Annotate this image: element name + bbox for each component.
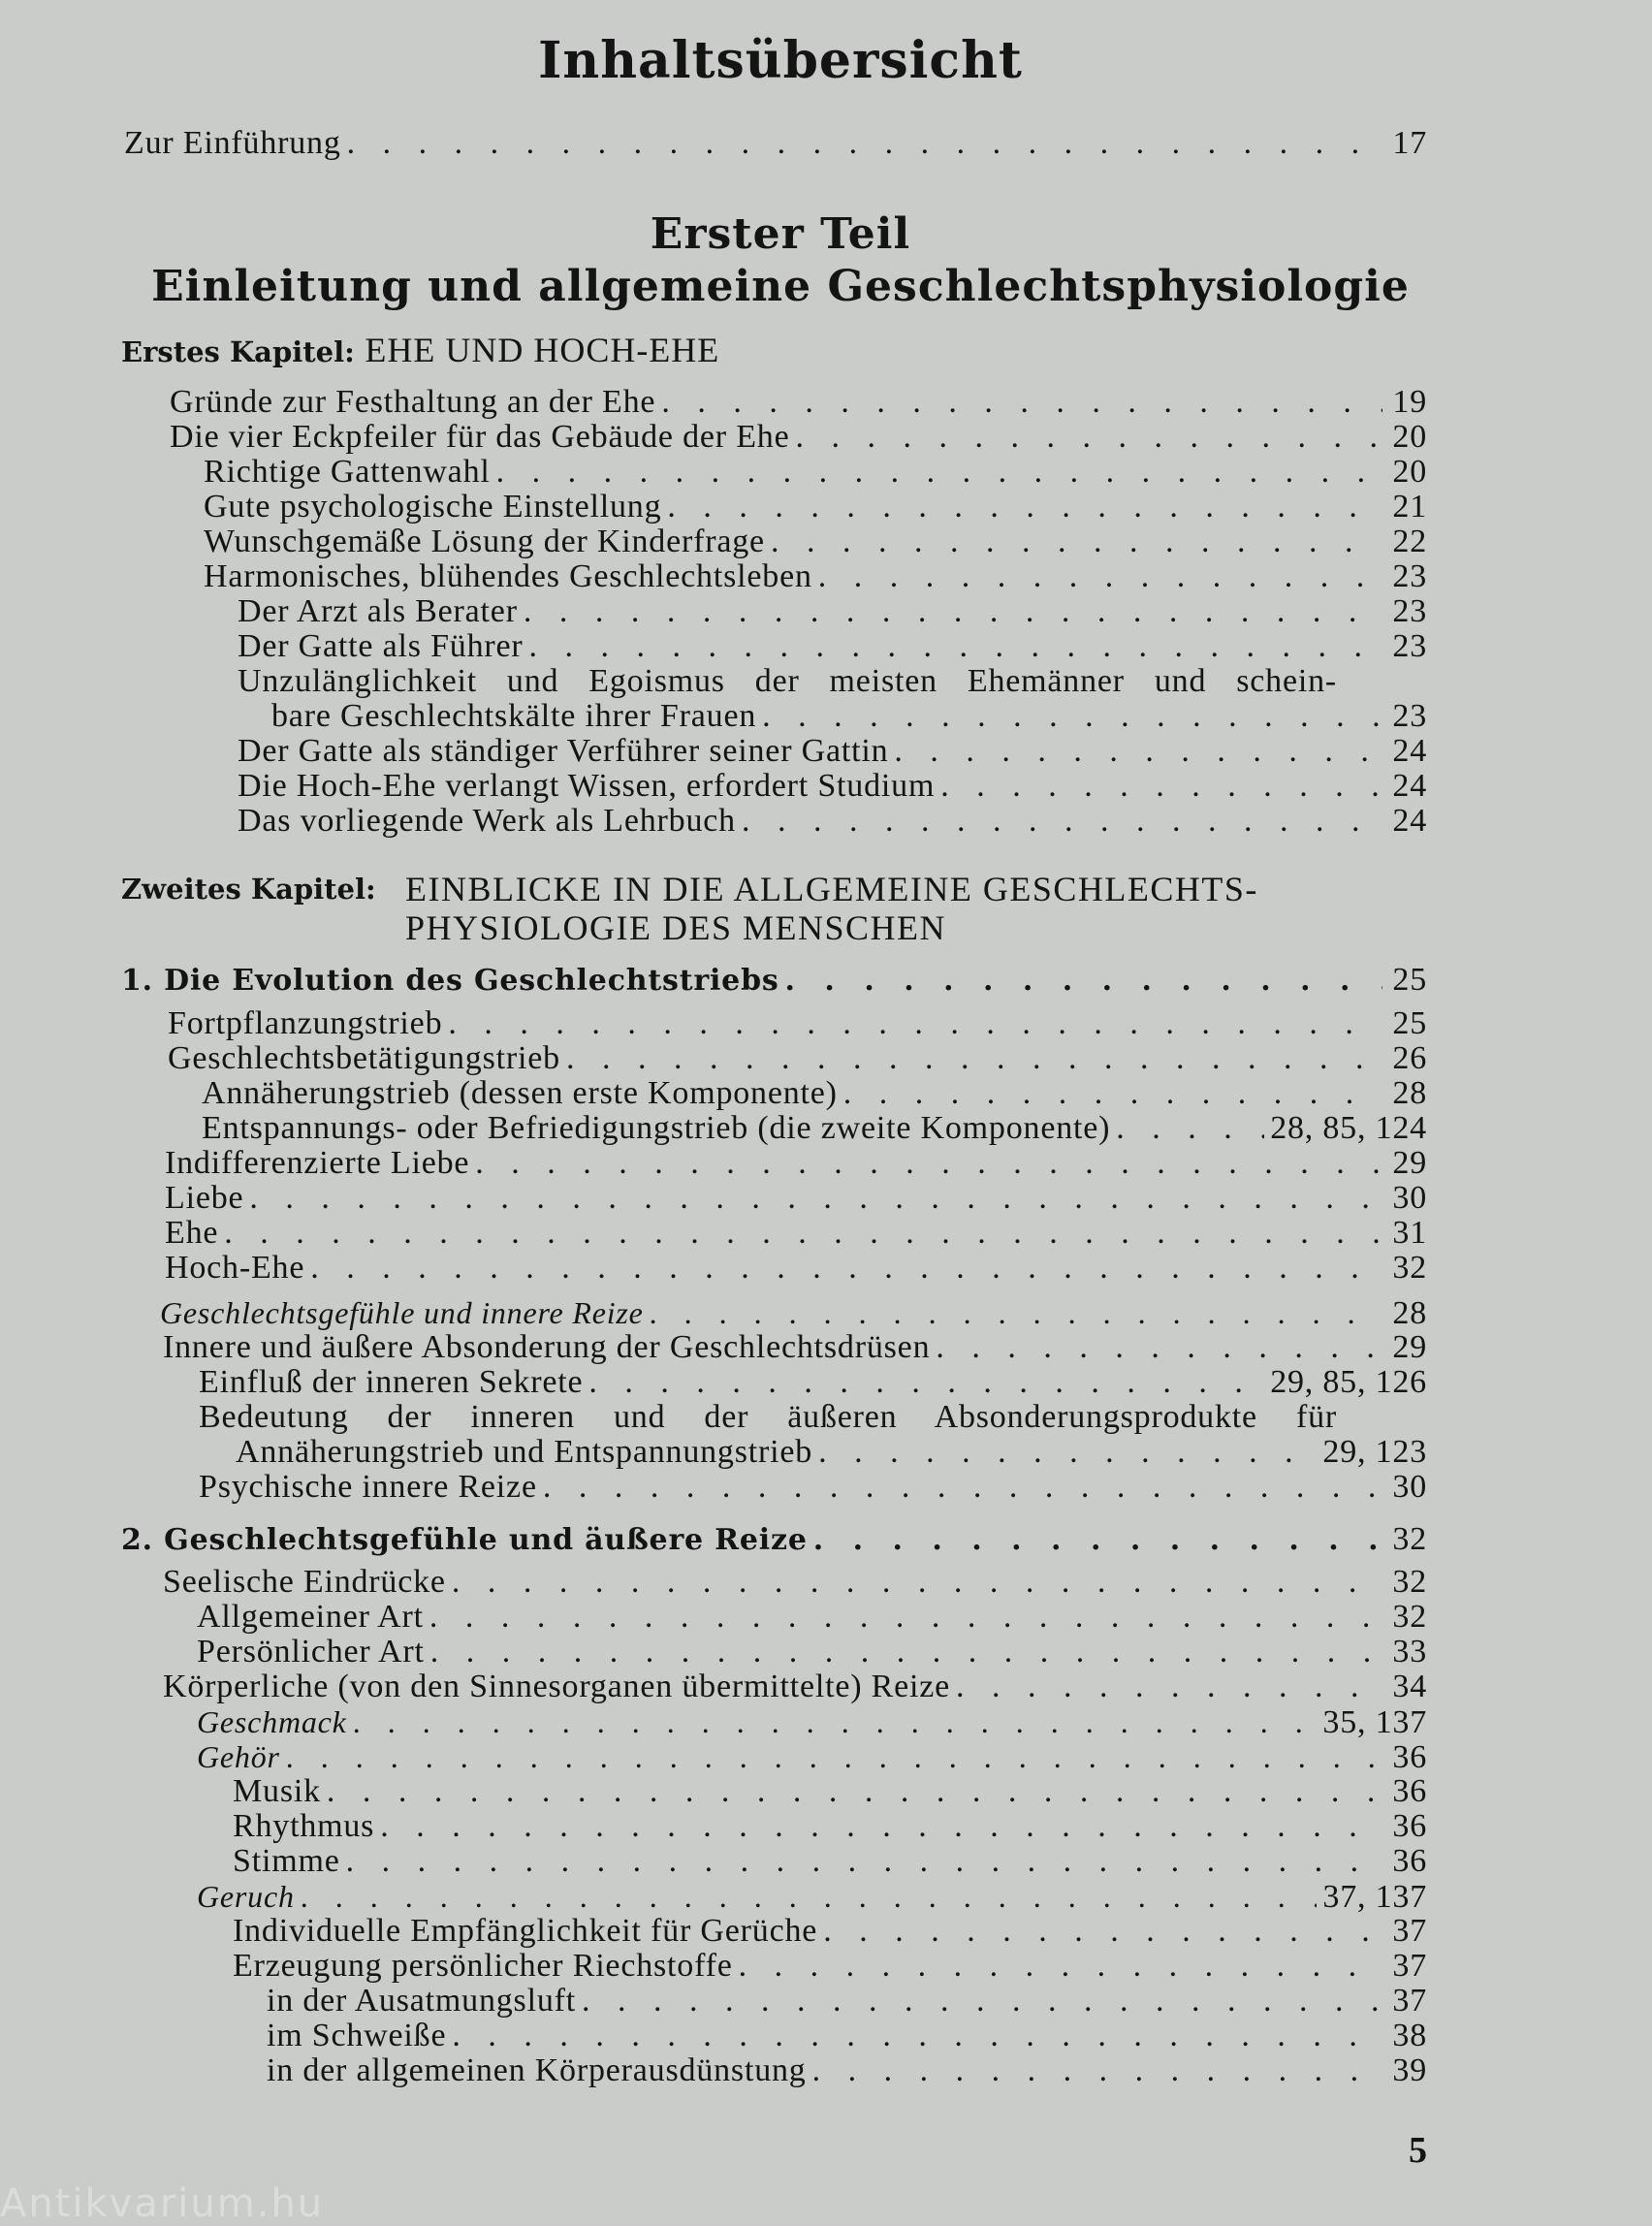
- toc-entry: [204, 490, 1427, 525]
- leader-dots: [785, 964, 1382, 999]
- chapter-title-line2: PHYSIOLOGIE DES MENSCHEN: [405, 908, 947, 947]
- entry-label: Psychische innere Reize: [199, 1469, 537, 1505]
- entry-page: 21: [1392, 489, 1427, 525]
- entry-label: Die vier Eckpfeiler für das Gebäude der Ehe: [170, 419, 790, 455]
- entry-page: 29, 85, 126: [1270, 1364, 1427, 1400]
- leader-dots: [843, 1076, 1382, 1111]
- toc-entry: [197, 1635, 1427, 1670]
- entry-label: Geschlechtsgefühle und innere Reize: [160, 1295, 644, 1330]
- chapter-label: Erstes Kapitel:: [121, 335, 355, 368]
- entry-page: 17: [1392, 125, 1427, 161]
- watermark: Antikvarium.hu: [0, 2181, 325, 2226]
- chapter-label: Zweites Kapitel:: [121, 873, 376, 906]
- leader-dots: [429, 1600, 1382, 1635]
- entry-page: 32: [1392, 1250, 1427, 1286]
- toc-entry: [168, 1041, 1427, 1076]
- section-heading: [121, 1522, 1427, 1558]
- entry-label: Wunschgemäße Lösung der Kinderfrage: [204, 524, 765, 559]
- entry-page: 36: [1392, 1739, 1427, 1775]
- toc-entry: [163, 1565, 1427, 1600]
- leader-dots: [588, 1365, 1264, 1400]
- leader-dots: [249, 1181, 1382, 1216]
- entry-label: Persönlicher Art: [197, 1634, 425, 1670]
- entry-label: Rhythmus: [233, 1808, 375, 1844]
- entry-page: 23: [1392, 558, 1427, 594]
- entry-label: bare Geschlechtskälte ihrer Frauen: [271, 698, 757, 734]
- entry-page: 30: [1392, 1180, 1427, 1216]
- toc-entry: [236, 1435, 1427, 1470]
- leader-dots: [496, 455, 1382, 490]
- entry-label: 2. Geschlechtsgefühle und äußere Reize: [121, 1523, 808, 1557]
- toc-entry: [238, 594, 1427, 629]
- leader-dots: [301, 1879, 1318, 1914]
- entry-label: Körperliche (von den Sinnesorganen übermittelte) Reize: [163, 1669, 951, 1704]
- leader-dots: [661, 385, 1382, 420]
- toc-entry: [165, 1146, 1427, 1181]
- entry-label: Das vorliegende Werk als Lehrbuch: [238, 803, 736, 839]
- entry-page: 20: [1392, 419, 1427, 455]
- toc-entry: [204, 455, 1427, 490]
- entry-label: Richtige Gattenwahl: [204, 454, 491, 490]
- entry-label: Der Gatte als ständiger Verführer seiner Gattin: [238, 733, 889, 769]
- entry-label: Ehe: [165, 1215, 219, 1251]
- entry-page: 33: [1392, 1634, 1427, 1670]
- toc-entry: [197, 1600, 1427, 1635]
- toc-entry: [204, 559, 1427, 594]
- leader-dots: [224, 1216, 1382, 1251]
- leader-dots: [894, 734, 1382, 769]
- leader-dots: [452, 1565, 1382, 1600]
- chapter-title: EHE UND HOCH-EHE: [365, 331, 720, 369]
- leader-dots: [566, 1041, 1382, 1076]
- entry-label: Geruch: [197, 1879, 295, 1914]
- toc-entry: [271, 699, 1427, 734]
- entry-label: Fortpflanzungstrieb: [168, 1005, 443, 1041]
- entry-page: 37: [1392, 1913, 1427, 1949]
- toc-entry: [238, 629, 1427, 664]
- entry-page: 30: [1392, 1469, 1427, 1505]
- leader-dots: [742, 804, 1382, 839]
- entry-page: 29: [1392, 1145, 1427, 1181]
- entry-page: 28: [1392, 1075, 1427, 1111]
- entry-page: 24: [1392, 733, 1427, 769]
- entry-page: 25: [1392, 962, 1427, 998]
- entry-label: Allgemeiner Art: [197, 1599, 424, 1635]
- chapter-1-heading: [121, 330, 719, 372]
- leader-dots: [739, 1949, 1382, 1984]
- entry-page: 36: [1392, 1773, 1427, 1809]
- toc-entry: [202, 1076, 1427, 1111]
- toc-entry: [233, 1809, 1427, 1844]
- toc-entry: [165, 1216, 1427, 1251]
- leader-dots: [796, 420, 1383, 455]
- toc-entry: [168, 1006, 1427, 1041]
- toc-entry-italic: [197, 1739, 1427, 1775]
- entry-label: Stimme: [233, 1843, 340, 1879]
- entry-page: 36: [1392, 1843, 1427, 1879]
- toc-entry: [238, 769, 1427, 804]
- entry-page: 34: [1392, 1669, 1427, 1704]
- leader-dots: [940, 769, 1382, 804]
- entry-page: 19: [1392, 384, 1427, 420]
- leader-dots: [813, 1523, 1382, 1558]
- leader-dots: [667, 490, 1382, 525]
- entry-label: Harmonisches, blühendes Geschlechtsleben: [204, 558, 812, 594]
- leader-dots: [582, 1984, 1382, 2019]
- toc-entry: [199, 1365, 1427, 1400]
- entry-label: in der Ausatmungsluft: [267, 1983, 576, 2019]
- toc-entry: [233, 1844, 1427, 1879]
- entry-label: Innere und äußere Absonderung der Geschlechtsdrüsen: [163, 1329, 931, 1365]
- entry-page: 23: [1392, 628, 1427, 664]
- leader-dots: [529, 629, 1382, 664]
- toc-entry: [170, 420, 1427, 455]
- entry-page: 32: [1392, 1521, 1427, 1557]
- entry-label: 1. Die Evolution des Geschlechtstriebs: [121, 964, 779, 998]
- part-heading: Erster Teil: [650, 209, 911, 259]
- entry-page: 36: [1392, 1808, 1427, 1844]
- entry-page: 29, 123: [1322, 1434, 1427, 1470]
- entry-label: Annäherungstrieb (dessen erste Komponente): [202, 1075, 838, 1111]
- leader-dots: [812, 2053, 1382, 2088]
- entry-label: in der allgemeinen Körperausdünstung: [267, 2052, 807, 2088]
- toc-entry: [233, 1914, 1427, 1949]
- toc-entry: [267, 2053, 1427, 2088]
- toc-entry: [165, 1251, 1427, 1286]
- toc-entry: [233, 1774, 1427, 1809]
- entry-label: Einfluß der inneren Sekrete: [199, 1364, 584, 1400]
- entry-label: Gründe zur Festhaltung an der Ehe: [170, 384, 656, 420]
- entry-page: 28: [1392, 1295, 1427, 1331]
- entry-page: 32: [1392, 1599, 1427, 1635]
- entry-page: 38: [1392, 2018, 1427, 2053]
- leader-dots: [452, 2019, 1382, 2053]
- entry-label: Erzeugung persönlicher Riechstoffe: [233, 1948, 733, 1984]
- leader-dots: [771, 525, 1382, 559]
- leader-dots: [936, 1330, 1382, 1365]
- leader-dots: [327, 1774, 1382, 1809]
- leader-dots: [286, 1739, 1382, 1774]
- toc-entry-italic: [197, 1879, 1427, 1915]
- leader-dots: [346, 1844, 1382, 1879]
- leader-dots: [762, 699, 1382, 734]
- leader-dots: [380, 1809, 1382, 1844]
- entry-label: Der Gatte als Führer: [238, 628, 524, 664]
- entry-page: 31: [1392, 1215, 1427, 1251]
- entry-label: Liebe: [165, 1180, 244, 1216]
- entry-label: Annäherungstrieb und Entspannungstrieb: [236, 1434, 813, 1470]
- leader-dots: [823, 1914, 1382, 1949]
- toc-entry: [163, 1670, 1427, 1704]
- toc-entry-italic: [160, 1295, 1427, 1331]
- entry-label: Gute psychologische Einstellung: [204, 489, 662, 525]
- leader-dots: [650, 1295, 1382, 1330]
- leader-dots: [353, 1704, 1318, 1739]
- toc-entry: [267, 2019, 1427, 2053]
- chapter-title-line1: EINBLICKE IN DIE ALLGEMEINE GESCHLECHTS-: [405, 870, 1258, 908]
- leader-dots: [448, 1006, 1382, 1041]
- part-subtitle: Einleitung und allgemeine Geschlechtsphysiologie: [151, 262, 1410, 311]
- entry-label: Hoch-Ehe: [165, 1250, 305, 1286]
- entry-label: Musik: [233, 1773, 321, 1809]
- leader-dots: [475, 1146, 1382, 1181]
- toc-entry: [204, 525, 1427, 559]
- leader-dots: [347, 126, 1382, 161]
- entry-page: 28, 85, 124: [1270, 1110, 1427, 1146]
- entry-page: 32: [1392, 1564, 1427, 1600]
- toc-entry-italic: [197, 1704, 1427, 1740]
- leader-dots: [818, 559, 1382, 594]
- entry-label: Gehör: [197, 1739, 280, 1774]
- leader-dots: [818, 1435, 1317, 1470]
- entry-label: Indifferenzierte Liebe: [165, 1145, 470, 1181]
- leader-dots: [543, 1470, 1382, 1505]
- entry-page: 37: [1392, 1983, 1427, 2019]
- section-heading: [121, 963, 1427, 999]
- entry-page: 35, 137: [1322, 1704, 1427, 1740]
- page-title: Inhaltsübersicht: [538, 31, 1023, 90]
- entry-page: 22: [1392, 524, 1427, 559]
- toc-entry: [199, 1470, 1427, 1505]
- entry-page: 26: [1392, 1040, 1427, 1076]
- entry-page: 23: [1392, 698, 1427, 734]
- toc-entry: [163, 1330, 1427, 1365]
- entry-label: Zur Einführung: [124, 125, 341, 161]
- toc-entry: [238, 804, 1427, 839]
- entry-page: 24: [1392, 803, 1427, 839]
- leader-dots: [430, 1635, 1382, 1670]
- toc-entry: [165, 1181, 1427, 1216]
- entry-page: 20: [1392, 454, 1427, 490]
- leader-dots: [310, 1251, 1382, 1286]
- entry-label: Die Hoch-Ehe verlangt Wissen, erfordert Studium: [238, 768, 936, 804]
- leader-dots: [1116, 1111, 1264, 1146]
- toc-entry-line1: Bedeutung der inneren und der äußeren Absonderungsprodukte für: [199, 1399, 1337, 1435]
- leader-dots: [524, 594, 1382, 629]
- entry-page: 37, 137: [1322, 1879, 1427, 1915]
- toc-entry-line1: Unzulänglichkeit und Egoismus der meisten Ehemänner und schein-: [238, 663, 1337, 699]
- toc-entry: [238, 734, 1427, 769]
- entry-page: 24: [1392, 768, 1427, 804]
- toc-entry: [170, 385, 1427, 420]
- toc-entry: [202, 1111, 1427, 1146]
- toc-entry: [233, 1949, 1427, 1984]
- entry-label: Geschlechtsbetätigungstrieb: [168, 1040, 560, 1076]
- entry-page: 39: [1392, 2052, 1427, 2088]
- entry-page: 23: [1392, 593, 1427, 629]
- toc-entry: [267, 1984, 1427, 2019]
- entry-label: Seelische Eindrücke: [163, 1564, 446, 1600]
- entry-label: Geschmack: [197, 1704, 347, 1739]
- entry-label: Der Arzt als Berater: [238, 593, 518, 629]
- page-number: 5: [1409, 2130, 1427, 2171]
- leader-dots: [956, 1670, 1382, 1704]
- entry-label: Entspannungs- oder Befriedigungstrieb (die zweite Komponente): [202, 1110, 1111, 1146]
- toc-entry-intro: [124, 126, 1427, 161]
- entry-page: 25: [1392, 1005, 1427, 1041]
- entry-page: 29: [1392, 1329, 1427, 1365]
- entry-label: Individuelle Empfänglichkeit für Gerüche: [233, 1913, 818, 1949]
- entry-page: 37: [1392, 1948, 1427, 1984]
- entry-label: im Schweiße: [267, 2018, 447, 2053]
